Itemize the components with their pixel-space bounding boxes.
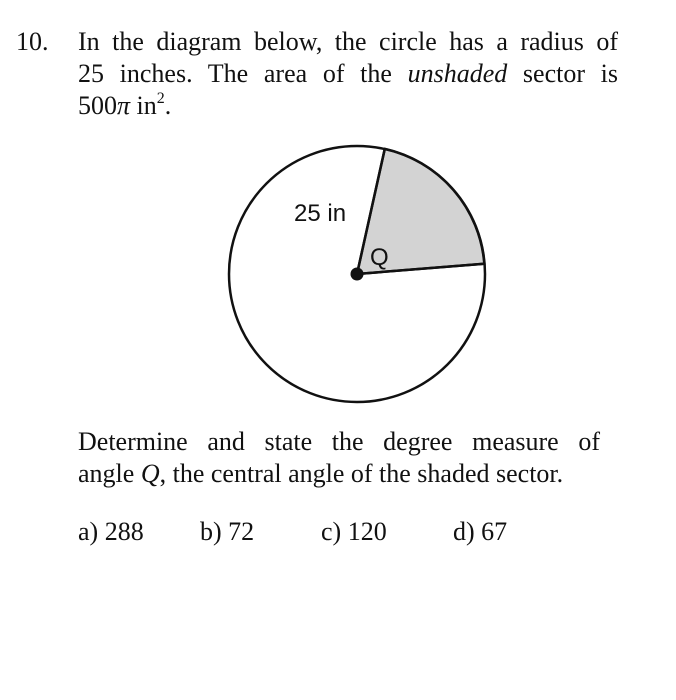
prompt-line-2: [78, 458, 600, 490]
area-exponent: 2: [156, 90, 165, 107]
choice-a: a) 288: [78, 517, 144, 546]
prompt-line-2-end: , the central angle of the shaded sector.: [159, 459, 564, 488]
choice-d: d) 67: [453, 517, 508, 546]
choice-c: c) 120: [321, 517, 387, 546]
center-point: [351, 268, 364, 281]
pi-symbol: π: [117, 91, 131, 120]
unshaded-emphasis: unshaded: [407, 59, 508, 88]
prompt-text: [78, 426, 600, 490]
angle-q-label: Q: [370, 244, 389, 271]
question-line-2-end: sector is: [507, 59, 619, 88]
question-line-1: In the diagram below, the circle has a radius of: [78, 27, 618, 56]
prompt-line-1: Determine and state the degree measure of: [78, 427, 600, 456]
area-period: .: [164, 91, 172, 120]
question-number: 10.: [16, 27, 49, 56]
area-value: 500: [78, 91, 117, 120]
choice-b: b) 72: [200, 517, 255, 546]
radius-label: 25 in: [294, 200, 347, 227]
angle-q-emphasis: Q: [140, 459, 160, 488]
prompt-line-2-start: angle: [78, 459, 141, 488]
question-line-2-start: 25 inches. The area of the: [78, 59, 408, 88]
area-unit: in: [130, 91, 157, 120]
